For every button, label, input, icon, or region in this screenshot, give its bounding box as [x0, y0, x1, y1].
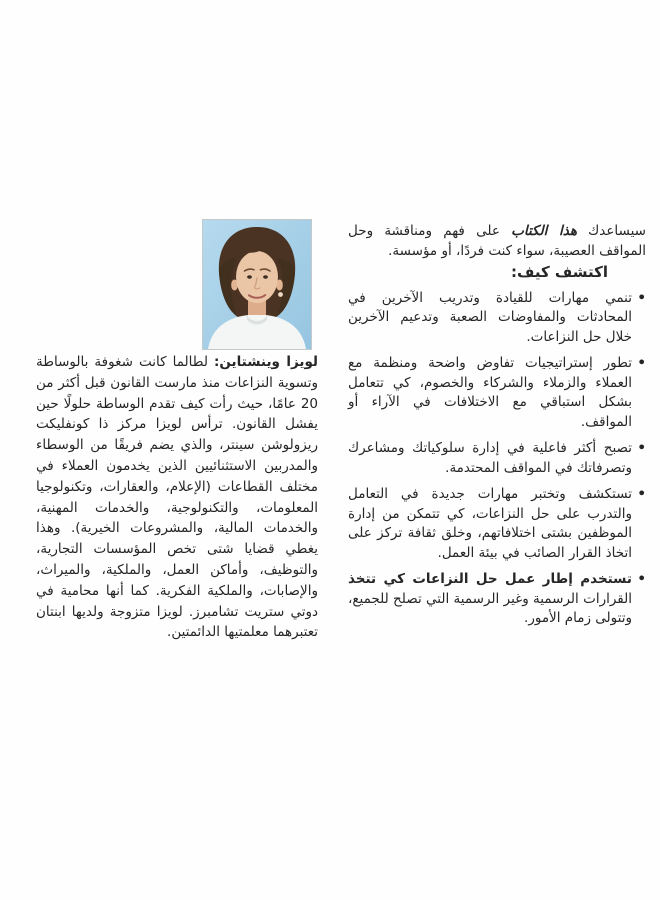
book-title-reference: هذا الكتاب	[511, 223, 577, 239]
benefit-text: تصبح أكثر فاعلية في إدارة سلوكياتك ومشاعرك وتصرفاتك في المواقف المحتدمة.	[348, 440, 632, 476]
blurb-column	[348, 222, 646, 636]
benefit-bold-lead: تستخدم إطار عمل حل النزاعات كي تتخذ	[348, 571, 632, 587]
author-name: لويزا وينشتاين:	[214, 354, 319, 370]
benefit-text: تطور إستراتيجيات تفاوض واضحة ومنظمة مع العملاء والزملاء والشركاء والخصوم، كي تتعامل بشكل استباقي مع الاختلافات في الآراء أو المواقف.	[348, 355, 632, 430]
benefit-text: القرارات الرسمية وغير الرسمية التي تصلح للجميع، وتتولى زمام الأمور.	[348, 590, 632, 626]
bullet-dot: •	[637, 355, 646, 371]
discover-heading: اكتشف كيف:	[510, 263, 608, 281]
benefit-item-3	[348, 439, 646, 478]
bio-paragraph	[36, 352, 318, 643]
intro-text-before: سيساعدك	[576, 223, 646, 239]
author-photo	[202, 219, 312, 350]
bio-text: لطالما كانت شغوفة بالوساطة وتسوية النزاعات منذ مارست القانون قبل أكثر من 20 عامًا، حيث رأت كيف تقدم الوساطة حلولًا حين يفشل القانون. ترأس لويزا مركز ذا كونفليكت ريزولوشن سينتر، والذي يضم فريقًا من الوسطاء والمدربين الاستثنائيين الذين يخدمون العملاء في مختلف القطاعات (الإعلام، والعقارات، وتكنولوجيا المعلومات، والتكنولوجية، والخدمات المهنية، والخدمات المالية، والمشروعات الخيرية). وهذا يغطي قضايا شتى تخص المؤسسات التجارية، والتوظيف، وأماكن العمل، والملكية، والميراث، والإصابات، والملكية الفكرية. كما أنها محامية في دوتي ستريت تشامبرز. لويزا متزوجة ولديها ابنتان تعتبرهما معلمتيها الدائمتين.	[36, 354, 318, 641]
bullet-dot: •	[637, 440, 646, 456]
benefit-text: تستكشف وتختبر مهارات جديدة في التعامل والتدرب على حل النزاعات، كي تتمكن من إدارة الموظفين بشتى اختلافاتهم، وخلق ثقافة تركز على اتخاذ القرار الصائب في بيئة العمل.	[348, 486, 632, 561]
bio-column	[36, 352, 318, 643]
bullet-dot: •	[637, 571, 646, 587]
benefit-item-1	[348, 289, 646, 348]
author-portrait-illustration	[203, 220, 311, 349]
benefit-text: تنمي مهارات للقيادة وتدريب الآخرين في المحادثات والمفاوضات الصعبة وتدعيم الآخرين خلال حل النزاعات.	[348, 289, 632, 345]
benefit-item-5	[348, 570, 646, 629]
benefit-item-4	[348, 485, 646, 563]
intro-paragraph	[348, 222, 646, 261]
benefit-item-2	[348, 354, 646, 432]
benefits-list	[348, 289, 646, 629]
pearl-earring	[278, 292, 283, 297]
intro-text-after: على فهم ومناقشة وحل المواقف العصيبة، سواء كنت فردًا، أو مؤسسة.	[348, 223, 646, 259]
bullet-dot: •	[637, 289, 646, 306]
bullet-dot: •	[637, 486, 646, 502]
